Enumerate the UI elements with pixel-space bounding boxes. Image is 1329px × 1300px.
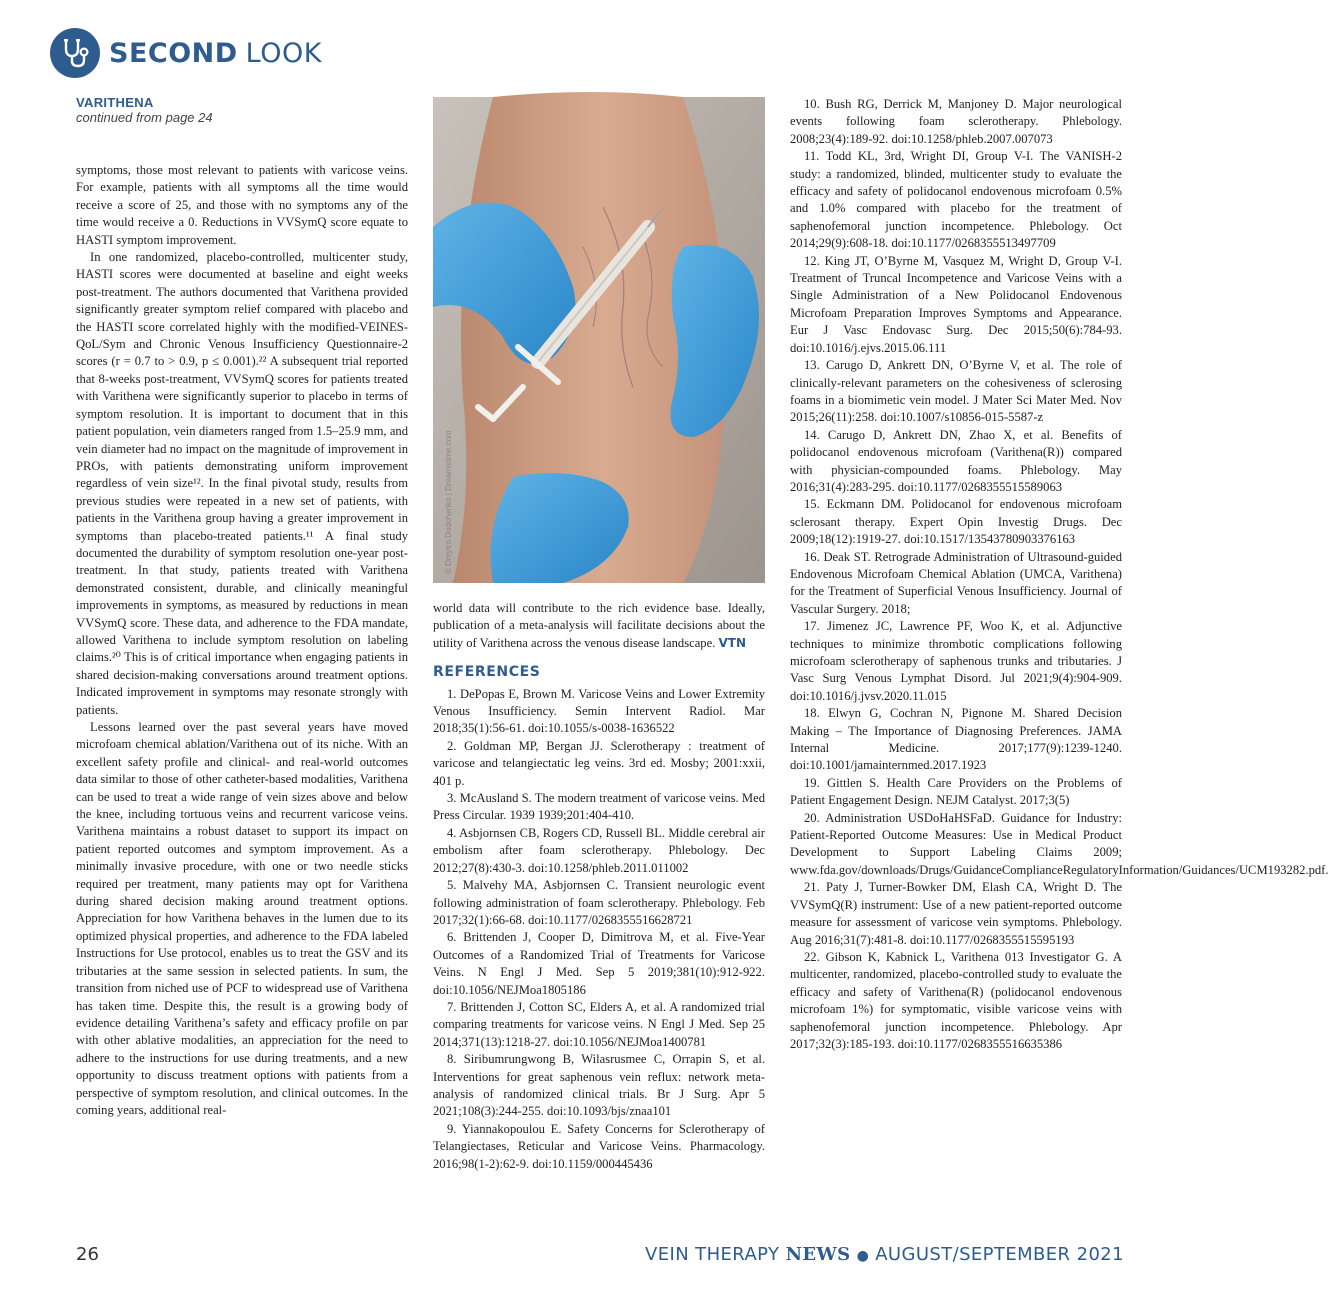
reference-item: 22. Gibson K, Kabnick L, Varithena 013 Investigator G. A multicenter, randomized, placebo-controlled study to evaluate the efficacy and safety of Varithena(R) (polidocanol endovenous microfoam 1%) for symptomatic, visible varicose veins with saphenofemoral junction incompetence. Phlebology. Apr 2017;32(3):185-193. doi:10.1177/0268355516635386 <box>790 949 1122 1051</box>
reference-item: 14. Carugo D, Ankrett DN, Zhao X, et al. Benefits of polidocanol endovenous microfoam (Varithena(R)) compared with physician-compounded foams. Phlebology. May 2016;31(4):283-295. doi:10.1177/0268355515589063 <box>790 427 1122 494</box>
reference-item: 18. Elwyn G, Cochran N, Pignone M. Shared Decision Making – The Importance of Diagnosing Preferences. JAMA Internal Medicine. 2017;177(9):1239-1240. doi:10.1001/jamainternmed.2017.1923 <box>790 706 1122 773</box>
reference-item: 8. Siribumrungwong B, Wilasrusmee C, Orrapin S, et al. Interventions for great saphenous vein reflux: network meta-analysis of randomized clinical trials. Br J Surg. Apr 5 2021;108(3):244-255. doi:10.1093/bjs/znaa101 <box>433 1052 765 1119</box>
reference-item: 1. DePopas E, Brown M. Varicose Veins and Lower Extremity Venous Insufficiency. Semin Intervent Radiol. Mar 2018;35(1):56-61. doi:10.1055/s-0038-1636522 <box>433 686 765 736</box>
reference-item: 2. Goldman MP, Bergan JJ. Sclerotherapy : treatment of varicose and telangiectatic leg veins. 3rd ed. Mosby; 2001:xxii, 401 p. <box>433 738 765 788</box>
reference-item: 16. Deak ST. Retrograde Administration of Ultrasound-guided Endovenous Microfoam Chemical Ablation (UMCA, Varithena) for the Treatment of Superficial Venous Insufficiency. Journal of Vascular Surgery. 2018; <box>790 549 1122 616</box>
reference-item: 6. Brittenden J, Cooper D, Dimitrova M, et al. Five-Year Outcomes of a Randomized Trial of Treatments for Varicose Veins. N Engl J Med. Sep 5 2019;381(10):912-922. doi:10.1056/NEJMoa1805186 <box>433 930 765 997</box>
issue-date: AUGUST/SEPTEMBER 2021 <box>875 1244 1124 1265</box>
reference-item: 7. Brittenden J, Cotton SC, Elders A, et al. A randomized trial comparing treatments for varicose veins. N Engl J Med. Sep 25 2014;371(13):1218-27. doi:10.1056/NEJMoa1400781 <box>433 999 765 1049</box>
body-paragraph: symptoms, those most relevant to patients with varicose veins. For example, patients with all symptoms all the time would receive a score of 25, and those with no symptoms any of the time would receive a 0. Reductions in VVSymQ score equate to HASTI symptom improvement. <box>76 163 408 247</box>
publication-name-bold: NEWS <box>785 1244 851 1265</box>
reference-item: 20. Administration USDoHaHSFaD. Guidance for Industry: Patient-Reported Outcome Measures: Use in Medical Product Development to Support Labeling Claims 2009; www.fda.gov/downloads/Drugs/GuidanceComplianceRegulatoryInformation/Guidances/UCM193282.pdf. <box>790 810 1329 877</box>
reference-item: 13. Carugo D, Ankrett DN, O’Byrne V, et al. The role of clinically-relevant parameters on the cohesiveness of sclerosing foams in a biomimetic vein model. J Mater Sci Mater Med. Nov 2015;26(11):258. doi:10.1007/s10856-015-5587-z <box>790 358 1122 425</box>
article-column-2 <box>433 600 765 1173</box>
footer-publication <box>645 1244 1124 1265</box>
logo-wordmark <box>109 38 322 69</box>
reference-item: 5. Malvehy MA, Asbjornsen C. Transient neurologic event following administration of foam sclerotherapy. Phlebology. Feb 2017;32(1):66-68. doi:10.1177/0268355516628721 <box>433 878 765 927</box>
bullet-separator-icon: ● <box>856 1248 870 1264</box>
photo-credit: © Dmytro Dudchenko | Dreamstime.com <box>444 430 453 574</box>
section-title: VARITHENA <box>76 95 154 110</box>
publication-name: VEIN THERAPY <box>645 1244 780 1265</box>
body-paragraph <box>433 600 765 652</box>
body-paragraph-text: world data will contribute to the rich evidence base. Ideally, publication of a meta-analysis will facilitate decisions about the utility of Varithena across the venous disease landscape. <box>433 601 765 650</box>
reference-item: 15. Eckmann DM. Polidocanol for endovenous microfoam sclerosant therapy. Expert Opin Investig Drugs. Dec 2009;18(12):1919-27. doi:10.1517/13543780903376163 <box>790 497 1122 547</box>
reference-item: 19. Gittlen S. Health Care Providers on the Problems of Patient Engagement Design. NEJM Catalyst. 2017;3(5) <box>790 775 1122 808</box>
reference-item: 10. Bush RG, Derrick M, Manjoney D. Major neurological events following foam sclerotherapy. Phlebology. 2008;23(4):189-92. doi:10.1258/phleb.2007.007073 <box>790 97 1122 146</box>
body-paragraph: In one randomized, placebo-controlled, multicenter study, HASTI scores were documented at baseline and eight weeks post-treatment. The authors documented that Varithena provided significantly greater symptom relief compared with placebo and the HASTI score correlated highly with the modified-VEINES-QoL/Sym and Chronic Venous Insufficiency Questionnaire-2 scores (r = 0.7 to > 0.9, p ≤ 0.001).²² A subsequent trial reported that 8-weeks post-treatment, VVSymQ scores for patients treated with Varithena were significantly superior to placebo in terms of symptom resolution. It is important to document that in this patient population, vein diameters ranged from 1.5–25.9 mm, and vein diameter had no impact on the magnitude of improvement in PROs, with patients demonstrating uniform improvement regardless of vein size¹². In the final pivotal study, results from previous studies were repeated in a new set of patients, with patients in the Varithena group having a greater improvement in symptoms than placebo-treated patients.¹¹ A final study documented the durability of symptom resolution one-year post-treatment. In that study, patients treated with Varithena demonstrated consistent, durable, and clinically meaningful improvements in symptoms, as measured by reductions in mean VVSymQ score. These data, and adherence to the FDA mandate, allowed Varithena to include symptom resolution on labeling claims.²⁰ This is of critical importance when engaging patients in shared decision-making conversations around treatment options. Indicated improvement in symptoms may resonate strongly with patients. <box>76 250 408 717</box>
reference-item: 9. Yiannakopoulou E. Safety Concerns for Sclerotherapy of Telangiectases, Reticular and Varicose Veins. Pharmacology. 2016;98(1-2):62-9. doi:10.1159/000445436 <box>433 1121 765 1171</box>
article-column-1 <box>76 162 408 1119</box>
continued-note: continued from page 24 <box>76 110 213 125</box>
references-heading: REFERENCES <box>433 664 541 681</box>
reference-item: 4. Asbjornsen CB, Rogers CD, Russell BL. Middle cerebral air embolism after foam sclerotherapy. Phlebology. Dec 2012;27(8):430-3. doi:10.1258/phleb.2011.011002 <box>433 825 765 875</box>
reference-item: 11. Todd KL, 3rd, Wright DI, Group V-I. The VANISH-2 study: a randomized, blinded, multicenter study to evaluate the efficacy and safety of polidocanol endovenous microfoam 0.5% and 1.0% compared with placebo for the treatment of saphenofemoral junction incompetence. Phlebology. Oct 2014;29(9):608-18. doi:10.1177/0268355513497709 <box>790 149 1122 251</box>
article-column-3 <box>790 96 1329 1053</box>
reference-item: 17. Jimenez JC, Lawrence PF, Woo K, et al. Adjunctive techniques to minimize thrombotic complications following microfoam sclerotherapy of saphenous trunks and tributaries. J Vasc Surg Venous Lymphat Disord. Jul 2021;9(4):904-909. doi:10.1016/j.jvsv.2020.11.015 <box>790 619 1122 703</box>
section-heading <box>76 95 213 126</box>
second-look-logo <box>50 26 322 80</box>
reference-item: 12. King JT, O’Byrne M, Vasquez M, Wright D, Group V-I. Treatment of Truncal Incompetence and Varicose Veins with a Single Administration of a New Polidocanol Endovenous Microfoam Preparation Improves Symptoms and Appearance. Eur J Vasc Endovasc Surg. Dec 2015;50(6):784-93. doi:10.1016/j.ejvs.2015.06.111 <box>790 253 1122 355</box>
reference-item: 21. Paty J, Turner-Bowker DM, Elash CA, Wright D. The VVSymQ(R) instrument: Use of a new patient-reported outcome measure for assessment of varicose vein symptoms. Phlebology. Aug 2016;31(7):481-8. doi:10.1177/0268355515595193 <box>790 880 1122 947</box>
body-paragraph: Lessons learned over the past several years have moved microfoam chemical ablation/Varithena out of its niche. With an excellent safety profile and clinical- and real-world outcomes data similar to those of other catheter-based modalities, Varithena can be used to treat a wide range of vein sizes above and below the knee, including tortuous veins and recurrent varicose veins. Varithena maintains a robust dataset to support its impact on patient reported outcomes and symptom improvement. As a minimally invasive procedure, with one or two needle sticks required per treatment, many patients may opt for Varithena during shared decision making around treatment options. Appreciation for how Varithena behaves in the lumen due to its optimized physical properties, and adherence to the FDA labeled Instructions for Use protocol, enables us to treat the GSV and its tributaries at the same session in selected patients. In sum, the transition from niched use of PCF to widespread use of Varithena has taken time. Despite this, the result is a growing body of evidence detailing Varithena’s safety and efficacy profile on par with other ablative modalities, an appreciation for the need to adhere to the instructions for use during treatments, and a new opportunity to discuss treatment options with patients from a perspective of symptom resolution, and clinical outcomes. In the coming years, additional real- <box>76 720 408 1117</box>
page-number: 26 <box>76 1244 99 1265</box>
stethoscope-icon <box>50 28 100 78</box>
sclerotherapy-photo <box>433 97 765 583</box>
reference-item: 3. McAusland S. The modern treatment of varicose veins. Med Press Circular. 1939 1939;201:404-410. <box>433 791 765 823</box>
logo-bold-text: SECOND <box>109 37 238 69</box>
vtn-end-mark: VTN <box>718 635 747 650</box>
logo-light-text: LOOK <box>245 37 322 69</box>
